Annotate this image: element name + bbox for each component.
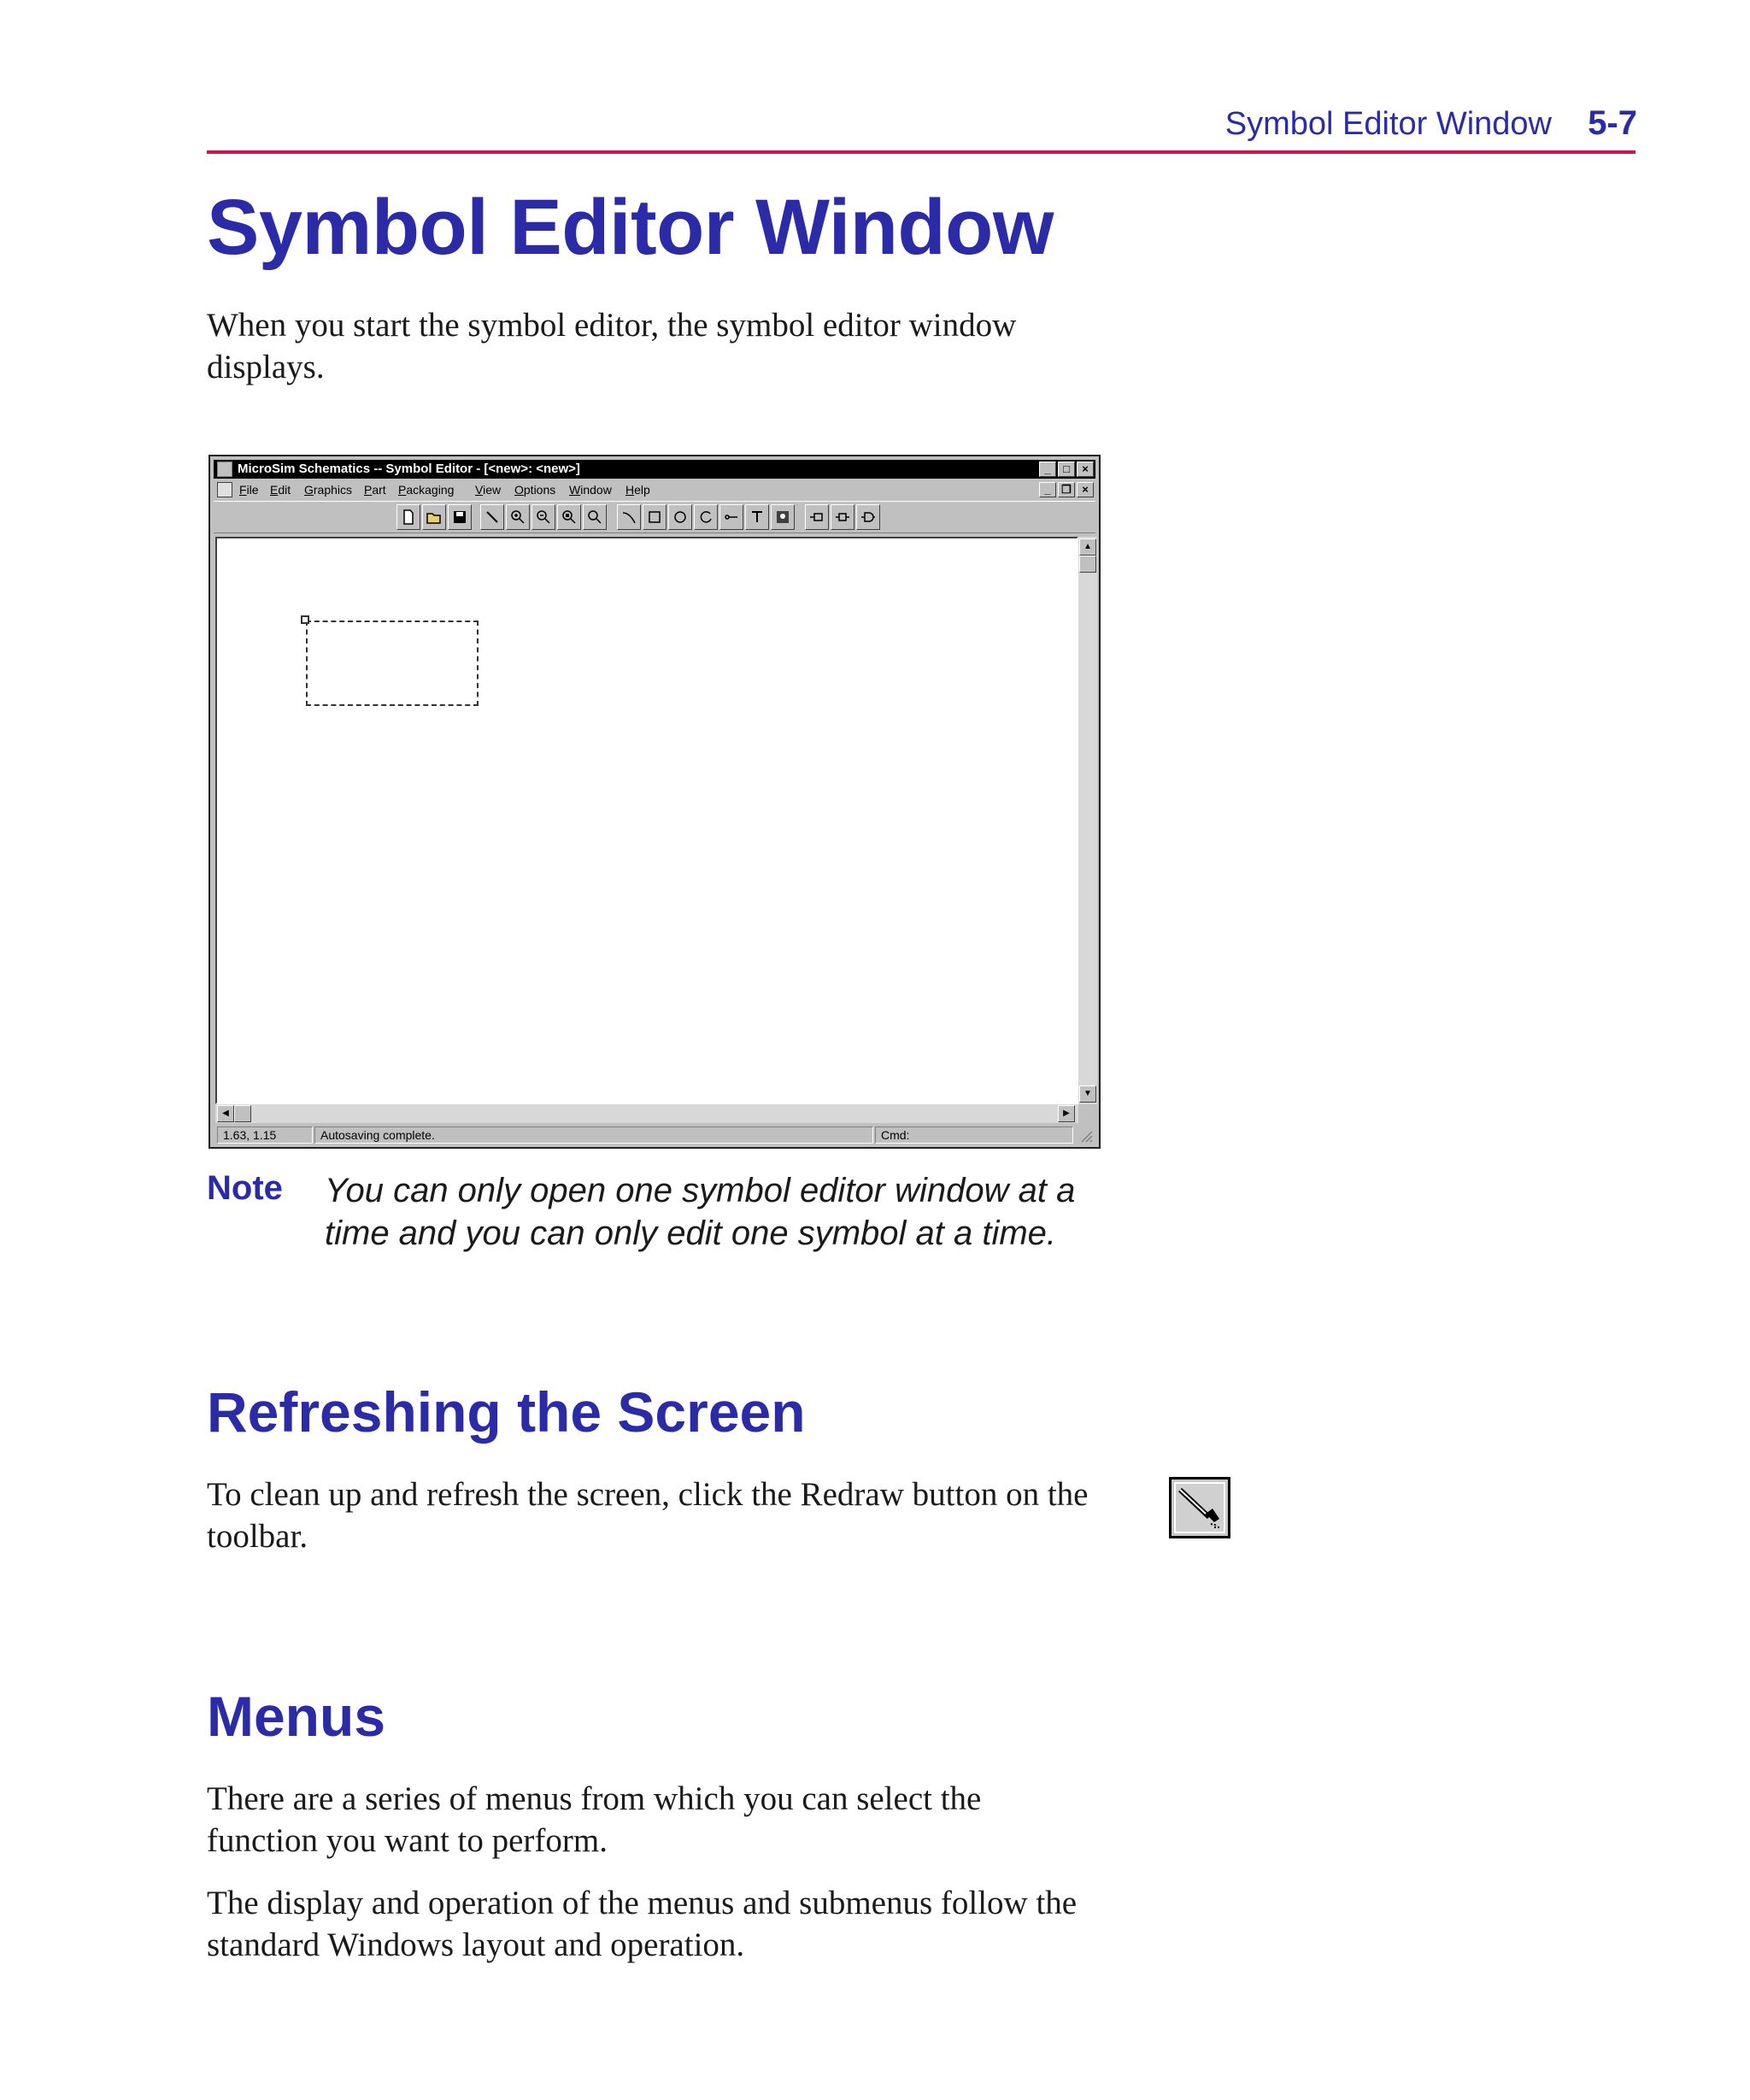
menus-heading: Menus bbox=[207, 1685, 386, 1748]
zoom-fit-icon bbox=[586, 509, 603, 526]
redraw-button[interactable] bbox=[480, 504, 504, 530]
refreshing-paragraph: To clean up and refresh the screen, click the Redraw button on the toolbar. bbox=[207, 1476, 1089, 1555]
scroll-left-button[interactable]: ◀ bbox=[217, 1105, 234, 1122]
window-title-bar bbox=[214, 460, 1095, 479]
open-button[interactable] bbox=[422, 504, 446, 530]
doc-close-button[interactable]: × bbox=[1077, 482, 1094, 497]
redraw-margin-icon bbox=[1169, 1477, 1230, 1538]
menu-window[interactable]: Window bbox=[569, 483, 612, 497]
previous-part-button[interactable] bbox=[805, 504, 829, 530]
redraw-icon bbox=[484, 509, 501, 526]
next-part-icon bbox=[834, 509, 851, 526]
zoom-in-button[interactable] bbox=[506, 504, 530, 530]
running-header-title: Symbol Editor Window bbox=[1224, 106, 1552, 142]
arc-circle-button[interactable] bbox=[694, 504, 718, 530]
part-toolbar-group bbox=[805, 504, 882, 530]
status-coordinates: 1.63, 1.15 bbox=[217, 1126, 313, 1144]
box-button[interactable] bbox=[643, 504, 667, 530]
document-icon[interactable] bbox=[217, 482, 232, 497]
new-part-icon bbox=[860, 509, 877, 526]
page-number: 5-7 bbox=[1588, 104, 1637, 142]
scroll-up-button[interactable]: ▲ bbox=[1079, 538, 1096, 556]
status-bar bbox=[214, 1125, 1095, 1145]
doc-restore-button[interactable]: ❐ bbox=[1058, 482, 1075, 497]
text-icon bbox=[749, 509, 766, 526]
pin-button[interactable] bbox=[719, 504, 743, 530]
menu-graphics[interactable]: Graphics bbox=[304, 483, 353, 497]
previous-part-icon bbox=[808, 509, 825, 526]
draw-toolbar-group bbox=[617, 504, 796, 530]
menus-paragraph-2: The display and operation of the menus and submenus follow the standard Windows layout and operation. bbox=[207, 1885, 1078, 1963]
arc-button[interactable] bbox=[617, 504, 641, 530]
open-icon bbox=[426, 509, 443, 526]
arc-circle-icon bbox=[697, 509, 714, 526]
window-close-button[interactable]: × bbox=[1077, 462, 1094, 477]
resize-grip-icon[interactable] bbox=[1077, 1126, 1094, 1144]
save-icon bbox=[451, 509, 468, 526]
menu-part[interactable]: Part bbox=[364, 483, 386, 497]
drawing-canvas[interactable] bbox=[215, 537, 1078, 1104]
pin-icon bbox=[723, 509, 740, 526]
image-icon bbox=[774, 509, 791, 526]
window-maximize-button[interactable]: □ bbox=[1058, 462, 1075, 477]
menu-help[interactable]: Help bbox=[625, 483, 650, 497]
new-part-button[interactable] bbox=[856, 504, 880, 530]
note-label: Note bbox=[207, 1169, 283, 1207]
menus-paragraph-1: There are a series of menus from which you can select the function you want to perform. bbox=[207, 1780, 982, 1859]
new-icon bbox=[400, 509, 417, 526]
status-message: Autosaving complete. bbox=[314, 1126, 873, 1144]
status-cmd: Cmd: bbox=[875, 1126, 1073, 1144]
circle-button[interactable] bbox=[668, 504, 692, 530]
save-button[interactable] bbox=[448, 504, 472, 530]
zoom-out-icon bbox=[535, 509, 552, 526]
page-title: Symbol Editor Window bbox=[207, 184, 1054, 271]
zoom-area-button[interactable] bbox=[557, 504, 581, 530]
zoom-fit-button[interactable] bbox=[583, 504, 607, 530]
menu-view[interactable]: View bbox=[475, 483, 502, 497]
box-icon bbox=[646, 509, 663, 526]
zoom-out-button[interactable] bbox=[531, 504, 555, 530]
refreshing-heading: Refreshing the Screen bbox=[207, 1380, 806, 1444]
circle-icon bbox=[672, 509, 689, 526]
scroll-right-button[interactable]: ▶ bbox=[1058, 1105, 1075, 1122]
menu-edit[interactable]: Edit bbox=[270, 483, 291, 497]
text-button[interactable] bbox=[745, 504, 769, 530]
menu-packaging[interactable]: Packaging bbox=[398, 483, 455, 497]
image-button[interactable] bbox=[771, 504, 795, 530]
next-part-button[interactable] bbox=[831, 504, 854, 530]
window-title-text: MicroSim Schematics -- Symbol Editor - [<new>: <new>] bbox=[238, 462, 580, 476]
note-text: You can only open one symbol editor window at a time and you can only edit one symbol at a time. bbox=[325, 1172, 1076, 1252]
menu-bar bbox=[214, 480, 1095, 499]
view-toolbar-group bbox=[480, 504, 608, 530]
symbol-bounding-box[interactable] bbox=[306, 621, 479, 706]
origin-marker bbox=[301, 615, 309, 624]
vertical-scrollbar[interactable] bbox=[1078, 537, 1097, 1104]
zoom-in-icon bbox=[509, 509, 526, 526]
menu-file[interactable]: File bbox=[239, 483, 259, 497]
horizontal-scrollbar[interactable] bbox=[215, 1104, 1078, 1123]
horizontal-scroll-thumb[interactable] bbox=[234, 1105, 251, 1122]
menu-options[interactable]: Options bbox=[514, 483, 556, 497]
doc-minimize-button[interactable]: _ bbox=[1039, 482, 1056, 497]
new-button[interactable] bbox=[396, 504, 420, 530]
intro-paragraph: When you start the symbol editor, the symbol editor window displays. bbox=[207, 307, 1017, 385]
window-minimize-button[interactable]: _ bbox=[1039, 462, 1056, 477]
symbol-editor-window-screenshot bbox=[208, 455, 1101, 1149]
app-icon bbox=[217, 462, 232, 477]
scroll-down-button[interactable]: ▼ bbox=[1079, 1085, 1096, 1103]
vertical-scroll-thumb[interactable] bbox=[1079, 556, 1096, 573]
header-rule bbox=[207, 150, 1635, 154]
file-toolbar-group bbox=[396, 504, 473, 530]
arc-icon bbox=[620, 509, 637, 526]
zoom-area-icon bbox=[561, 509, 578, 526]
